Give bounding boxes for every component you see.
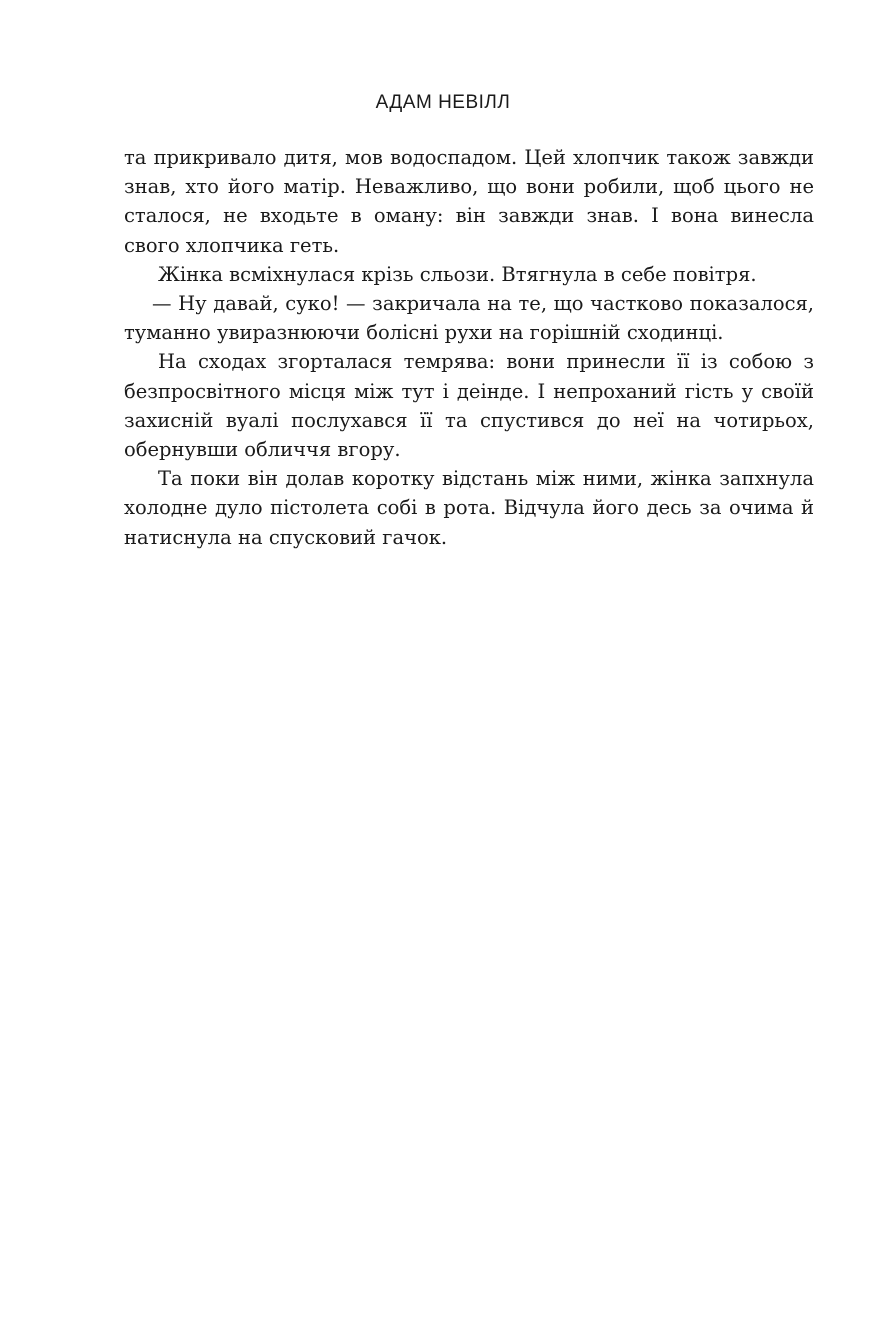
paragraph: Жінка всміхнулася крізь сльози. Втягнула в себе повітря. [158,262,757,286]
running-header: АДАМ НЕВІЛЛ [375,92,511,113]
body-text [124,143,814,552]
paragraph: та прикривало дитя, мов водоспадом. Цей хлопчик також завжди знав, хто його матір. Неважливо, що вони робили, щоб цього не сталося, не входьте в оману: він завжди знав. І вона винесла свого хлопчика геть. [124,146,814,257]
paragraph: — Ну давай, суко! — закричала на те, що частково показалося, туманно увиразнюючи болісні рухи на горішній сходинці. [124,292,814,345]
paragraph: Та поки він долав коротку відстань між ними, жінка запхнула холодне дуло пістолета собі в рота. Відчула його десь за очима й натиснула на спусковий гачок. [124,467,814,549]
paragraph: На сходах згорталася темрява: вони принесли її із собою з безпросвітного місця між тут і деінде. І непроханий гість у своїй захисній вуалі послухався її та спустився до неї на чотирьох, обернувши обличчя вгору. [124,350,814,462]
